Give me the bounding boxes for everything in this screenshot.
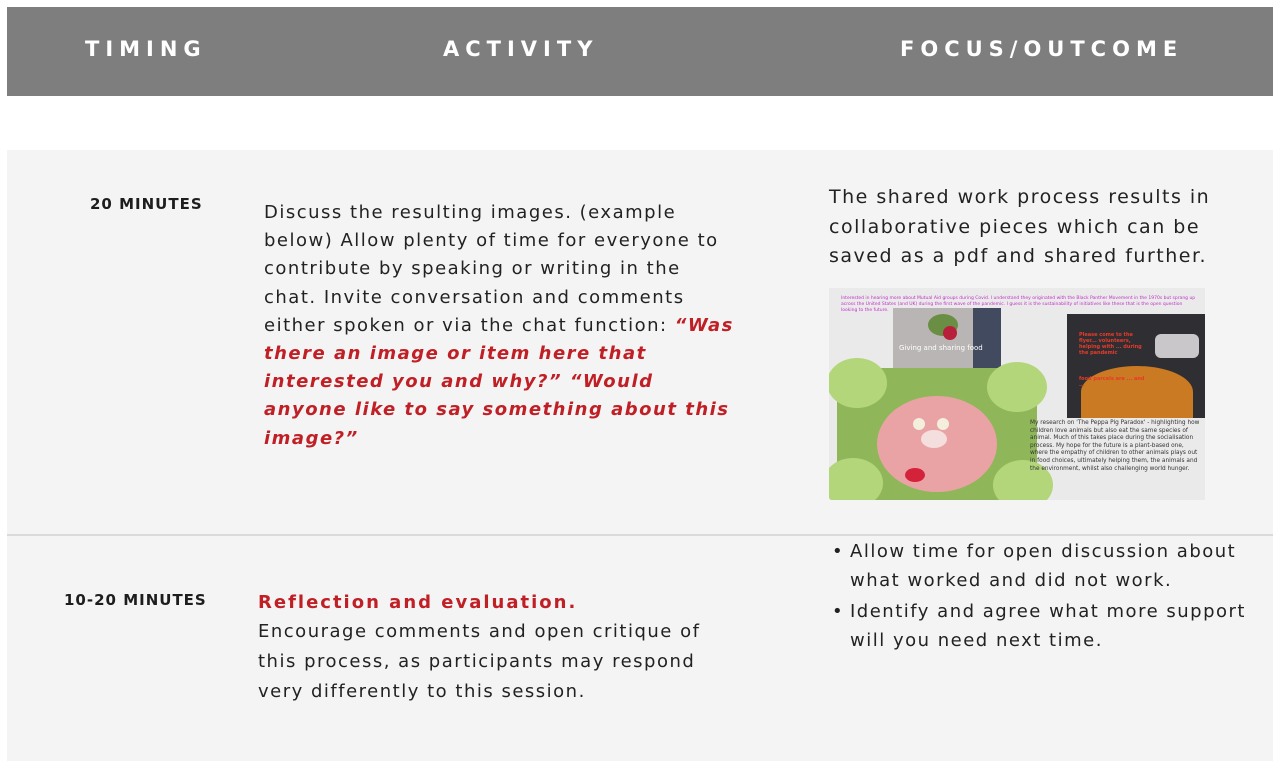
header-timing: TIMING: [85, 37, 207, 61]
activity-text: Encourage comments and open critique of this process, as participants may respond very differently to this session.: [258, 621, 701, 702]
activity-text: Discuss the resulting images. (example below) Allow plenty of time for everyone to contribute by speaking or writing in the chat. Invite conversation and comments either spoken or via the chat function:: [264, 202, 719, 336]
cooking-photo: [1067, 314, 1205, 418]
collage-caption: Giving and sharing food: [899, 344, 983, 352]
header-activity: ACTIVITY: [443, 37, 599, 61]
food-sharing-photo: [893, 308, 1001, 368]
activity-quote: “Was there an image or item here that interested you and why?” “Would anyone like to say something about this image?”: [264, 314, 734, 449]
list-item: • Identify and agree what more support will you need next time.: [832, 597, 1252, 655]
collage-red-note: Please come to the flyer... volunteers, helping with ... during the pandemic: [1079, 332, 1142, 356]
timing-cell: 10-20 MINUTES: [64, 591, 207, 609]
collage-red-note-2: food parcels are ... and ...: [1079, 376, 1145, 388]
focus-list: [832, 537, 1252, 657]
table-header: [7, 7, 1273, 96]
collage-header-text: Interested in hearing more about Mutual Aid groups during Covid. I understand they originated with the Black Panther Movement in the 1970s but sprang up across the United States (and UK) during the first wave of the pandemic. I guess it is the sustainability of initiatives like these that is the open question looking to the future.: [841, 296, 1196, 313]
timing-cell: 20 MINUTES: [90, 195, 203, 213]
collage-body-text: My research on 'The Peppa Pig Paradox' - highlighting how children love animals but also eat the same species of animal. Much of this takes place during the socialisation process. My hope for the future is a plant-based one, where the empathy of children to other animals plays out in food choices, ultimately helping them, the animals and the environment, whilst also challenging world hunger.: [1030, 420, 1200, 472]
list-item: • Allow time for open discussion about what worked and did not work.: [832, 537, 1252, 595]
example-collage-image: [829, 288, 1205, 500]
pig-face-food-photo: [837, 368, 1037, 500]
header-focus-outcome: FOCUS/OUTCOME: [900, 37, 1184, 61]
activity-heading: Reflection and evaluation.: [258, 592, 578, 613]
focus-text: The shared work process results in collaborative pieces which can be saved as a pdf and shared further.: [829, 186, 1211, 267]
activity-cell: [264, 199, 734, 453]
activity-cell: [258, 589, 738, 707]
